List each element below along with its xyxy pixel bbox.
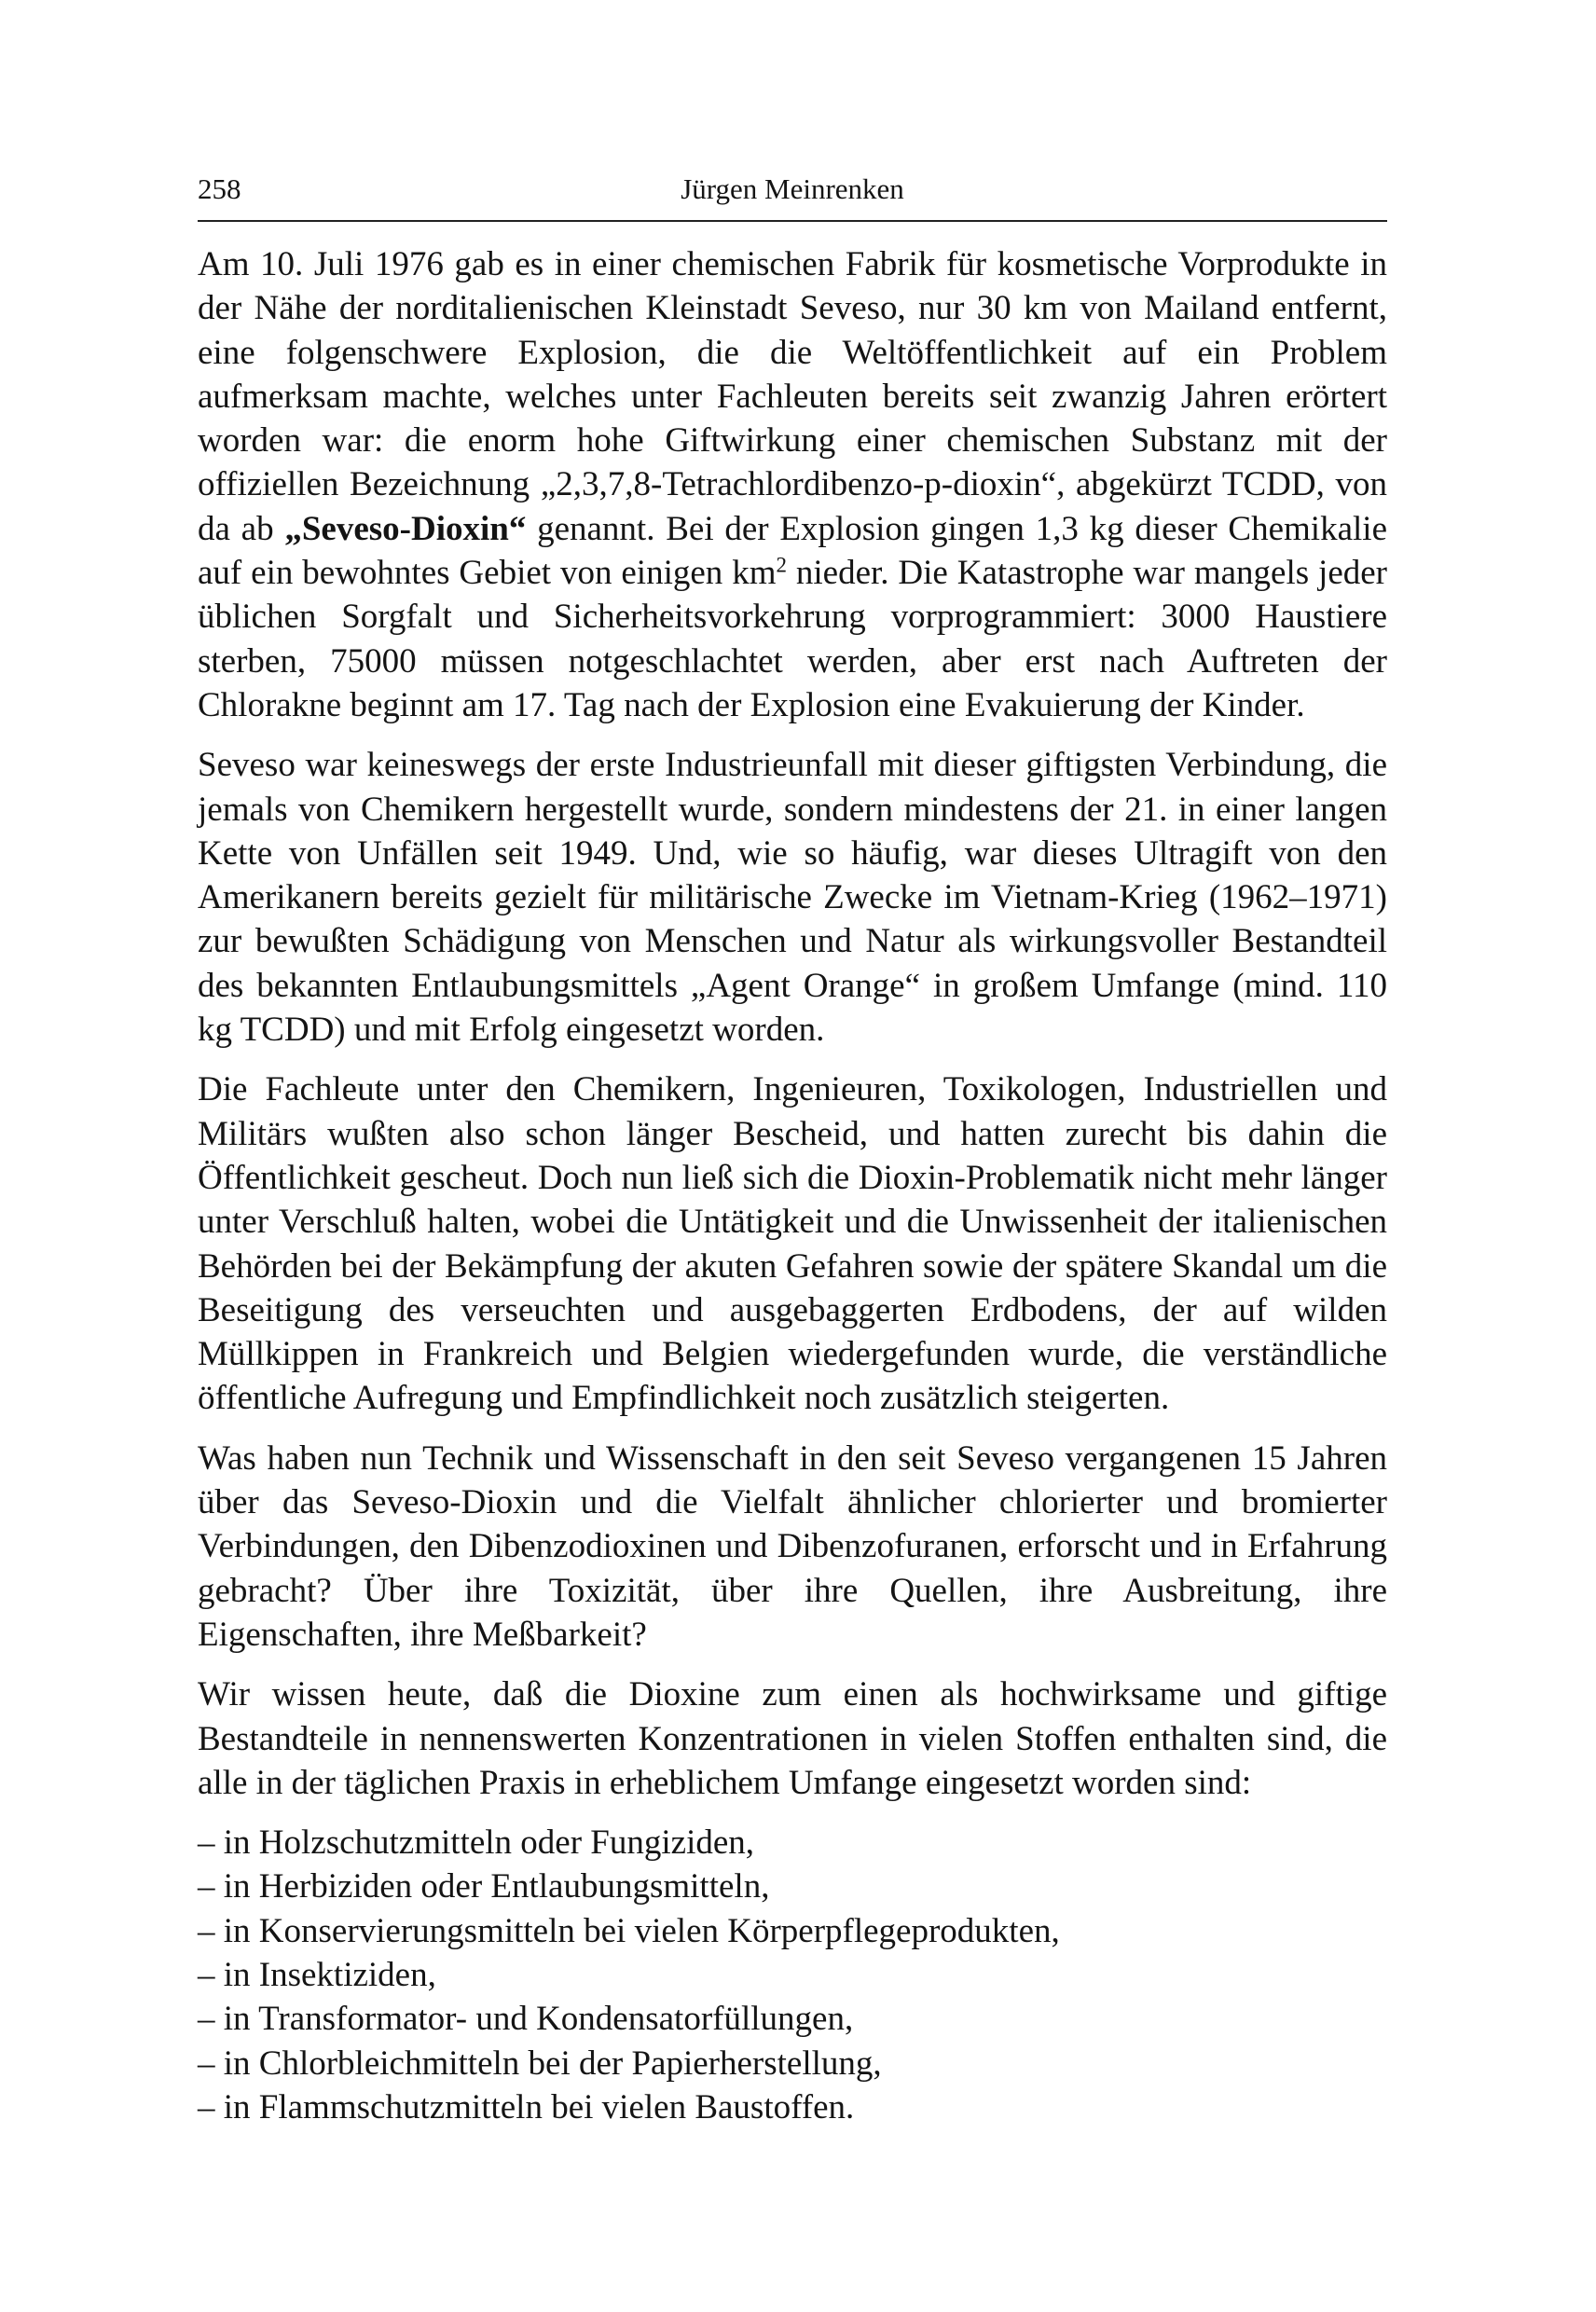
list-item: – in Flammschutzmitteln bei vielen Baustoffen. [198, 2087, 855, 2126]
header-rule [198, 220, 1387, 222]
body-text [198, 242, 1387, 2129]
paragraph-1-text-c: nieder. Die Katastrophe war mangels jeder üblichen Sorgfalt und Sicherheitsvorkehrung vorprogrammiert: 3000 Haustiere sterben, 75000 müssen notgeschlachtet werden, aber erst nach Auftreten der Chlorakne beginnt am 17. Tag nach der Explosion eine Evakuierung der Kinder. [198, 554, 1387, 724]
paragraph-4: Was haben nun Technik und Wissenschaft in den seit Seveso vergangenen 15 Jahren über das Seveso-Dioxin und die Vielfalt ähnlicher chlorierter und bromierter Verbindungen, den Dibenzodioxinen und Dibenzofuranen, erforscht und in Erfahrung gebracht? Über ihre Toxizität, über ihre Quellen, ihre Ausbreitung, ihre Eigenschaften, ihre Meßbarkeit? [198, 1438, 1387, 1654]
list-item: – in Chlorbleichmitteln bei der Papierherstellung, [198, 2044, 882, 2083]
list-item: – in Herbiziden oder Entlaubungsmitteln, [198, 1867, 770, 1906]
paragraph-1-text-a: Am 10. Juli 1976 gab es in einer chemischen Fabrik für kosmetische Vorprodukte in der Nähe der norditalienischen Kleinstadt Seveso, nur 30 km von Mailand entfernt, eine folgenschwere Explosion, die die Weltöffentlichkeit auf ein Problem aufmerksam machte, welches unter Fachleuten bereits seit zwanzig Jahren erörtert worden war: die enorm hohe Giftwirkung einer chemischen Substanz mit der offiziellen Bezeichnung „2,3,7,8-Tetrachlordibenzo-p-dioxin“, abgekürzt TCDD, von da ab [198, 245, 1387, 548]
superscript-2: 2 [776, 553, 787, 577]
paragraph-5: Wir wissen heute, daß die Dioxine zum einen als hochwirksame und giftige Bestandteile in nennenswerten Konzentrationen in vielen Stoffen enthalten sind, die alle in der täglichen Praxis in erheblichem Umfange eingesetzt worden sind: [198, 1675, 1387, 1802]
list-item: – in Transformator- und Kondensatorfüllungen, [198, 2000, 854, 2039]
paragraph-3: Die Fachleute unter den Chemikern, Ingenieuren, Toxikologen, Industriellen und Militärs wußten also schon länger Bescheid, und hatten zurecht bis dahin die Öffentlichkeit gescheut. Doch nun ließ sich die Dioxin-Problematik nicht mehr länger unter Verschluß halten, wobei die Untätigkeit und die Unwissenheit der italienischen Behörden bei der Bekämpfung der akuten Gefahren sowie der spätere Skandal um die Beseitigung des verseuchten und ausgebaggerten Erdbodens, der auf wilden Müllkippen in Frankreich und Belgien wiedergefunden wurde, die verständliche öffentliche Aufregung und Empfindlichkeit noch zusätzlich steigerten. [198, 1070, 1387, 1418]
paragraph-2: Seveso war keineswegs der erste Industrieunfall mit dieser giftigsten Verbindung, die jemals von Chemikern hergestellt wurde, sondern mindestens der 21. in einer langen Kette von Unfällen seit 1949. Und, wie so häufig, war dieses Ultragift von den Amerikanern bereits gezielt für militärische Zwecke im Vietnam-Krieg (1962–1971) zur bewußten Schädigung von Menschen und Natur als wirkungsvoller Bestandteil des bekannten Entlaubungsmittels „Agent Orange“ in großem Umfange (mind. 110 kg TCDD) und mit Erfolg eingesetzt worden. [198, 746, 1387, 1050]
list-item: – in Insektiziden, [198, 1955, 436, 1994]
paragraph-1-text-b: genannt. Bei der Explosion gingen 1,3 kg dieser Chemikalie auf ein bewohntes Gebiet von einigen km [198, 509, 1387, 593]
book-page [198, 166, 1387, 2129]
page-number: 258 [198, 172, 241, 205]
running-title: Jürgen Meinrenken [681, 172, 904, 205]
list-item: – in Holzschutzmitteln oder Fungiziden, [198, 1823, 755, 1863]
seveso-dioxin-term: „Seveso-Dioxin“ [284, 509, 527, 548]
running-head [198, 166, 1387, 213]
list-item: – in Konservierungsmitteln bei vielen Körperpflegeprodukten, [198, 1911, 1060, 1950]
paragraph-1 [198, 242, 1387, 727]
dioxin-sources-list [198, 1821, 1387, 2129]
